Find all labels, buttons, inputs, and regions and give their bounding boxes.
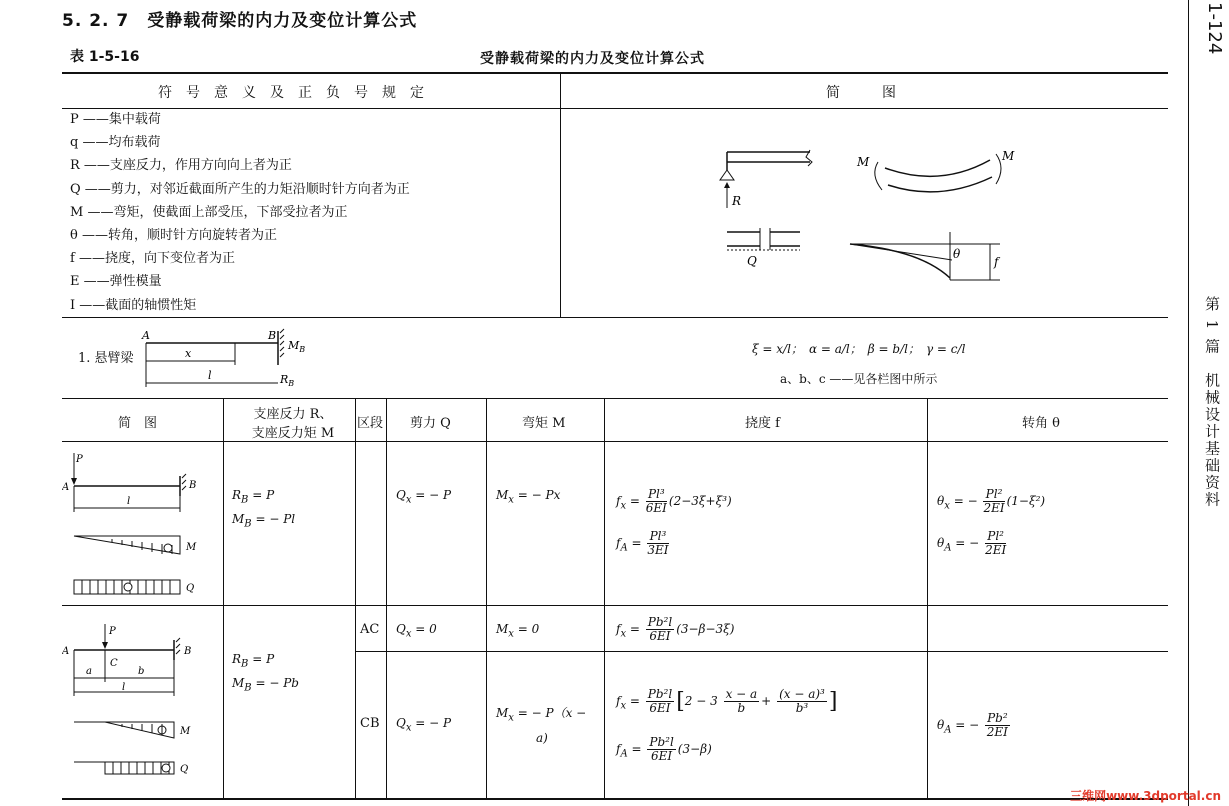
c-label: C bbox=[110, 658, 118, 669]
symbol-item: R ——支座反力，作用方向向上者为正 bbox=[70, 158, 292, 174]
table-number: 表 1-5-16 bbox=[70, 49, 140, 65]
row1-shear: $Q_x$ = − P bbox=[396, 488, 452, 506]
diagram-header: 简图 bbox=[826, 85, 938, 101]
bending-moment-sketch bbox=[856, 149, 1015, 192]
b-label: B bbox=[184, 646, 192, 657]
symbol-item: P ——集中载荷 bbox=[70, 112, 161, 127]
table-bottom-rule bbox=[62, 798, 1168, 800]
cb-rotation-a: $\theta_A$ = − $\frac{\text{Pb²}}{2EI}$ bbox=[937, 711, 1008, 739]
symbol-item: I ——截面的轴惯性矩 bbox=[70, 297, 197, 313]
symbol-item: M ——弯矩，使截面上部受压，下部受拉者为正 bbox=[70, 204, 348, 220]
segment-ac: AC bbox=[360, 622, 380, 637]
ratio-definitions: ξ = x/l； α = a/l； β = b/l； γ = c/l bbox=[752, 342, 966, 356]
deflection-sketch bbox=[850, 232, 1001, 280]
m-label: M bbox=[186, 542, 197, 553]
main-header-rule bbox=[62, 441, 1168, 442]
col-rule-3 bbox=[386, 398, 387, 798]
col-header-diagram: 简 图 bbox=[118, 416, 158, 431]
symbol-item: θ ——转角，顺时针方向旋转者为正 bbox=[70, 228, 277, 244]
col-rule-5 bbox=[604, 398, 605, 798]
symbol-item: Q ——剪力，对邻近截面所产生的力矩沿顺时针方向者为正 bbox=[70, 181, 410, 197]
row1-deflection-x: $f_x$ = $\frac{\text{Pl³}}{6EI}$ (2−3ξ+ξ³) bbox=[616, 487, 732, 515]
table-title: 受静载荷梁的内力及变位计算公式 bbox=[480, 51, 705, 67]
table-top-rule bbox=[62, 72, 1168, 74]
row1-mb: $M_B$ = − Pl bbox=[232, 512, 296, 530]
ac-deflection: $f_x$ = $\frac{\text{Pb²l}}{6EI}$ (3−β−3ξ) bbox=[616, 615, 735, 643]
col-header-segment: 区段 bbox=[357, 416, 384, 431]
cb-moment: $M_x$ = − P（x − a) bbox=[496, 706, 587, 746]
seg-a-label: a bbox=[86, 666, 92, 677]
symbol-item: E ——弹性模量 bbox=[70, 274, 162, 290]
col-header-reaction: 支座反力 R、 支座反力矩 M bbox=[251, 407, 335, 441]
symbol-item: f ——挠度，向下变位者为正 bbox=[70, 251, 235, 267]
row1-deflection-a: $f_A$ = $\frac{\text{Pl³}}{3EI}$ bbox=[616, 529, 669, 557]
a-label: A bbox=[62, 482, 70, 493]
q-label: Q bbox=[747, 254, 757, 268]
l-label: l bbox=[127, 496, 131, 507]
row1-rb: $R_B = P$ bbox=[232, 488, 275, 506]
col-rule-1 bbox=[223, 398, 224, 798]
cb-deflection-x: $f_x$ = $\frac{\text{Pb²l}}{6EI}$ [2 − 3 $\frac{x - a}{b}$ + $\frac{\text{(x − a)³}}{\text{b³}}$ ] bbox=[616, 687, 838, 715]
label-a: A bbox=[142, 329, 150, 342]
row2-mb: $M_B$ = − Pb bbox=[232, 676, 299, 694]
segment-cb: CB bbox=[360, 716, 380, 731]
shear-sketch bbox=[727, 228, 800, 268]
col-rule-4 bbox=[486, 398, 487, 798]
f-label: f bbox=[994, 255, 999, 269]
row1-diagram bbox=[62, 448, 222, 600]
l-label: l bbox=[122, 682, 126, 693]
col-header-deflection: 挠度 f bbox=[745, 416, 780, 431]
col-header-moment: 弯矩 M bbox=[522, 416, 566, 431]
col-rule-2 bbox=[355, 398, 356, 798]
symbols-header: 符号意义及正负号规定 bbox=[158, 85, 438, 101]
row2-rb: $R_B = P$ bbox=[232, 652, 275, 670]
watermark: 三维网www.3dportal.cn bbox=[1070, 789, 1221, 803]
top-divider bbox=[560, 72, 561, 317]
sign-convention-diagram bbox=[700, 140, 1020, 290]
top-table-bottom bbox=[62, 317, 1168, 318]
m-label: M bbox=[180, 726, 191, 737]
cb-deflection-a: $f_A$ = $\frac{\text{Pb²l}}{6EI}$ (3−β) bbox=[616, 735, 712, 763]
ac-row-bottom bbox=[355, 651, 1168, 652]
p-label: P bbox=[109, 626, 116, 637]
cantilever-title: 1. 悬臂梁 bbox=[78, 351, 134, 366]
symbol-item: q ——均布载荷 bbox=[70, 135, 161, 151]
page-number: 1-124 bbox=[1204, 2, 1225, 55]
m-left-label: M bbox=[857, 155, 870, 169]
seg-b-label: b bbox=[138, 666, 145, 677]
col-header-shear: 剪力 Q bbox=[410, 416, 451, 431]
q-label: Q bbox=[186, 583, 195, 594]
col-header-rotation: 转角 θ bbox=[1022, 416, 1060, 431]
b-label: B bbox=[189, 480, 197, 491]
ratio-note: a、b、c ——见各栏图中所示 bbox=[780, 372, 938, 386]
rb-label: $R_B$ bbox=[280, 373, 295, 388]
q-label: Q bbox=[180, 764, 189, 775]
m-right-label: M bbox=[1002, 149, 1015, 163]
label-b: B bbox=[268, 329, 277, 342]
chapter-label: 第 1 篇 机械设计基础资料 bbox=[1203, 296, 1221, 509]
support-reaction-sketch bbox=[720, 150, 812, 208]
p-label: P bbox=[76, 454, 83, 465]
section-title: 5. 2. 7 受静载荷梁的内力及变位计算公式 bbox=[62, 11, 418, 31]
ac-moment: $M_x = 0$ bbox=[496, 622, 540, 640]
cb-shear: $Q_x$ = − P bbox=[396, 716, 452, 734]
row1-rotation-a: $\theta_A$ = − $\frac{\text{Pl²}}{2EI}$ bbox=[937, 529, 1007, 557]
symbol-list bbox=[70, 108, 410, 317]
main-table-top bbox=[62, 398, 1168, 399]
cantilever-definition-figure bbox=[140, 325, 320, 393]
r-label: R bbox=[732, 194, 742, 208]
row1-moment: $M_x$ = − Px bbox=[496, 488, 561, 506]
theta-label: θ bbox=[953, 247, 961, 261]
mb-label: $M_B$ bbox=[288, 339, 306, 354]
ac-shear: $Q_x = 0$ bbox=[396, 622, 437, 640]
l-label: l bbox=[208, 369, 212, 382]
row1-rotation-x: $\theta_x$ = − $\frac{\text{Pl²}}{2EI}$ (1−ξ²) bbox=[937, 487, 1046, 515]
col-rule-6 bbox=[927, 398, 928, 798]
page-edge-line bbox=[1188, 0, 1189, 806]
row1-bottom bbox=[62, 605, 1168, 606]
x-label: x bbox=[185, 347, 192, 360]
a-label: A bbox=[62, 646, 70, 657]
row2-diagram bbox=[62, 612, 222, 784]
